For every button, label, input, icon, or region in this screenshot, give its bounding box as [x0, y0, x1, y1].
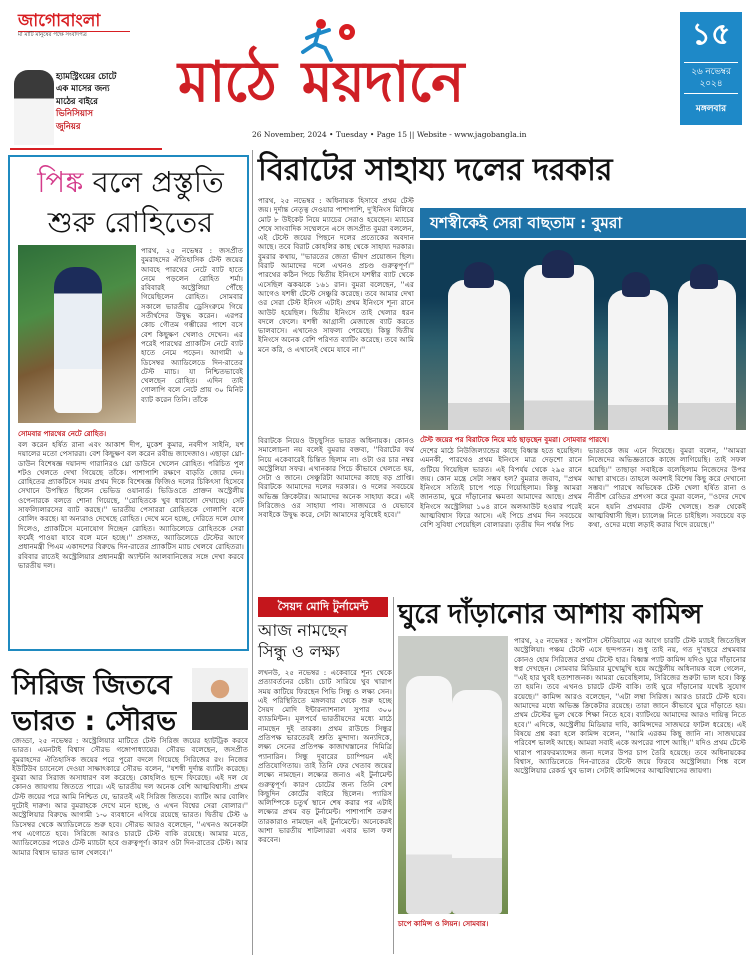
teaser-line-4: ভিনিসিয়াস [56, 108, 93, 119]
pink-headline-pink-word: পিঙ্ক [37, 165, 84, 199]
teaser-line-3: মাঠের বাইরে [56, 95, 98, 106]
teaser-divider [10, 148, 162, 150]
brand-name: জাগোবাংলা [18, 11, 101, 31]
sourav-ganguly-photo[interactable] [192, 668, 248, 730]
dateline: 26 November, 2024 • Tuesday • Page 15 || Website - www.jagobangla.in [252, 130, 527, 139]
smat-banner[interactable]: সৈয়দ মোদি টুর্নামেন্ট [258, 597, 388, 617]
cummins-lyon-photo[interactable] [398, 636, 508, 914]
team-photo-caption: টেস্ট জয়ের পর বিরাটকে নিয়ে মাঠ ছাড়ছেন বুমরা। সোমবার পারথে। [420, 436, 609, 444]
virat-story-column-4: ভারতকে জয় এনে দিয়েছে। বুমরা বলেন, ''আমরা নিজেদের অভিজ্ঞতাকে কাজে লাগিয়েছি। তাই সফল হয়েছি।'' তাছাড়া সবাইকে বলেছিলাম নিজেদের উপর আস্থা রাখতে। তাহলে অবশ্যই বিশেষ কিছু করে দেখানো সম্ভব।'' পারথে অভিষেক টেস্ট খেলা হর্ষিত রানা ও নীতীশ রেড্ডির প্রশংসা করে বুমরা বলেন, ''ওদের দেখে মনে হয়নি প্রথমবার টেস্ট খেলছে। শুরু থেকেই আত্মবিশ্বাসী ছিল। চ্যালেঞ্জ নিতে চাইছিল। সবচেয়ে বড় কথা, ওদের মধ্যে লড়াই করার খিদে রয়েছে।'' [588, 446, 746, 530]
column-divider [252, 150, 253, 955]
smat-story-headline[interactable] [258, 620, 392, 662]
pink-story-headline[interactable] [18, 162, 243, 242]
pink-story-body-side: পারথ, ২৫ নভেম্বর : জসপ্রীত বুমরাহদের ঐতিহাসিক টেস্ট জয়ের আবহে পারথের নেটে ব্যাট হাতে নেমে পড়লেন রোহিত শর্মা। রবিবারই অস্ট্রেলিয়া পৌঁছে গিয়েছিলেন রোহিত। সোমবার সকালে ভারতীয় ড্রেসিংরুমে গিয়ে সতীর্থদের উদ্বুদ্ধ করেন। এরপর কোচ গৌতম গম্ভীরের পাশে বসে বেশ কিছুক্ষণ খেলাও দেখেন। এর পরেই পারথের প্র্যাকটিস নেটে ব্যাট হাতে নেমে পড়েন। আগামী ৬ ডিসেম্বর অ্যাডিলেডে দিন-রাতের টেস্ট ম্যাচ। যা নিশ্চিতভাবেই খেলছেন রোহিত। এদিন তাই গোলাপি বলে নেটে প্রায় ৩০ মিনিট ব্যাট করেন তিনি। তাঁকে [141, 246, 243, 404]
cummins-story-body: পারথ, ২৫ নভেম্বর : অপটাস স্টেডিয়ামে এর আগে চারটি টেস্ট ম্যাচই জিতেছিল অস্ট্রেলিয়া। পঞ্চম টেস্টে এসে ছন্দপতন। শুধু তাই নয়, গত দু'বছরে প্রথমবার কোনও হোম সিরিজের প্রথম টেস্টে হার। বিধ্বস্ত প্যাট কামিন্স যদিও ঘুরে দাঁড়ানোর স্বপ্ন দেখছেন। সোমবার মিডিয়ার মুখোমুখি হয়ে অস্ট্রেলীয় অধিনায়ক বলে গেলেন, ''এই হার খুবই হতাশাজনক। আমরা ভেবেছিলাম, সিরিজের শুরুটা ভাল হবে। কিন্তু তা হয়নি। তবে এখনও চারটে টেস্ট বাকি। তাই ঘুরে দাঁড়ানোর যথেষ্ট সুযোগ রয়েছে।'' কামিন্স আরও বলেছেন, ''এটা লম্বা সিরিজ। আরও চারটে টেস্ট হবে। আমাদের মধ্যে অভিজ্ঞ ক্রিকেটার রয়েছে। তারা জানে কীভাবে ঘুরে দাঁড়াতে হয়। প্রথম টেস্টের ভুল থেকে শিক্ষা নিতে হবে। ব্যাটিংয়ে আমাদের আরও দায়িত্ব নিতে হবে।'' এদিকে, অস্ট্রেলীয় মিডিয়ার দাবি, কামিন্সদের সাজঘরে ফাটল ধরেছে। এই বিষয়ে প্রশ্ন করা হলে কামিন্স বলেন, ''আমি এরকম কিছু জানি না। সাজঘরের পরিবেশ ভালই আছে। আমরা সবাই একে অপরের পাশে আছি।'' যদিও প্রথম টেস্টে খারাপ পারফরম্যান্সের জন্য দলের উপর চাপ তৈরি হয়েছে। তবে অধিনায়কের বিশ্বাস, অ্যাডিলেডে দিন-রাতের টেস্টে জয়ে ফিরবে অস্ট্রেলিয়া। পিঙ্ক বলে অস্ট্রেলিয়ার রেকর্ড খুব ভাল। সেটাই কামিন্সদের আত্মবিশ্বাসের জায়গা। [514, 636, 746, 776]
rohit-practice-photo[interactable] [18, 245, 136, 423]
teaser-headline[interactable] [56, 70, 156, 132]
page-date: ২৬ নভেম্বর ২০২৪ [684, 62, 738, 94]
smat-story-body: লখনউ, ২৫ নভেম্বর : একেবারে শূন্য থেকে প্রত্যাবর্তনের চেষ্টা। চোট সারিয়ে খুব খারাপ সময় কাটিয়ে ফিরছেন পিভি সিন্ধু ও লক্ষ্য সেন। এই পরিস্থিতিতে মঙ্গলবার থেকে শুরু হচ্ছে সৈয়দ মোদি ইন্টারন্যাশনাল সুপার ৩০০ ব্যাডমিন্টন। মূলপর্বে ভারতীয়দের মধ্যে মাঠে নামছেন দুই তারকা। প্রথম রাউন্ডে সিন্ধুর প্রতিপক্ষ ভারতেরই শ্রুতি মুন্দাদা। অন্যদিকে, লক্ষ্য সেনের প্রতিপক্ষ কাজাখস্তানের দিমিত্রি প্যানারিন। সিন্ধু দুবারের চ্যাম্পিয়ন এই প্রতিযোগিতায়। তাই তিনি ফের খেতাব জয়ের লক্ষ্যে নামছেন। লক্ষ্যের জন্যও এই টুর্নামেন্ট গুরুত্বপূর্ণ। কারণ চোটের জন্য তিনি বেশ কিছুদিন কোর্টের বাইরে ছিলেন। প্যারিস অলিম্পিকে চতুর্থ স্থানে শেষ করার পর এটাই লক্ষ্যের প্রথম বড় টুর্নামেন্ট। পাশাপাশি তরুণ তারকারাও নামছেন এই টুর্নামেন্টে। অনেকেরই আশা ভারতীয় শাটলাররা এবার ভাল ফল করবেন। [258, 668, 392, 845]
series-story-body: জেড্ডা, ২৫ নভেম্বর : অস্ট্রেলিয়ার মাটিতে টেস্ট সিরিজ জয়ের হ্যাটট্রিক করবে ভারত। এমনটাই বিশ্বাস সৌরভ গঙ্গোপাধ্যায়ের। সৌরভ বলেছেন, জসপ্রীত বুমরাহদের ঐতিহাসিক জয়ের পরে পুরো বদলে গিয়েছে সিরিজের রং। নিজের ইউটিউব চ্যানেলে দেওয়া সাক্ষাৎকারে সৌরভ বলেন, ''যশস্বী দুর্দান্ত ব্যাটিং করেছে। বুমরা আর সিরাজ অসাধারণ বল করেছে। কোহলিও ছন্দে ফিরেছে। এই দল যে কোনও জায়গায় জিততে পারে। এই ভারতীয় দল অনেক বেশি আত্মবিশ্বাসী। প্রথম টেস্ট জয়ের পরে আমি নিশ্চিত যে, ভারতই এই সিরিজ জিতবে। ব্যাটিং আর বোলিং দুটোই দারুণ। আর বুমরাহকে দেখে মনে হচ্ছে, ও এখন বিশ্বের সেরা বোলার।'' অস্ট্রেলিয়ার বিরুদ্ধে আগামী ১-০ ব্যবধানে এগিয়ে রয়েছে ভারত। দ্বিতীয় টেস্ট ৬ ডিসেম্বর থেকে অ্যাডিলেডে শুরু হবে। সৌরভ আরও বলেছেন, ''এখনও অনেকটা পথ এগোতে হবে। সিরিজে আরও চারটে টেস্ট বাকি রয়েছে। আমার মতে, অ্যাডিলেডের পরেও টেস্ট ম্যাচটা হবে গুরুত্বপূর্ণ। কারণ ওটা দিন-রাতের টেস্ট। আর আমার বিশ্বাস ভারত ভাল খেলবে।'' [12, 736, 248, 857]
smat-headline-line-1: আজ নামছেন [258, 621, 348, 640]
teaser-line-5: জুনিয়র [56, 120, 81, 131]
yashasvi-subheadline-bar[interactable]: যশস্বীকেই সেরা বাছতাম : বুমরা [420, 208, 746, 238]
rohit-photo-caption: সোমবার পারথের নেটে রোহিত। [18, 430, 107, 438]
bumrah-virat-team-photo[interactable] [420, 240, 746, 430]
virat-story-column-1: পারথ, ২৫ নভেম্বর : অধিনায়ক হিসাবে প্রথম টেস্ট জয়। দুর্দান্ত নেতৃত্ব দেওয়ার পাশাপাশি, দু'ইনিংস মিলিয়ে মোট ৮ উইকেট নিয়ে ম্যাচের সেরাও হয়েছেন। ম্যাচের শেষে সাংবাদিক সম্মেলনে এসে জসপ্রীত বুমরা বললেন, এই টেস্টে জয়ের পিছনে দলের প্রত্যেকের অবদান আছে। তবে বিরাট কোহলির কাছ থেকে সাহায্য দরকার। বুমরার কথায়, ''ভারতের জেতা ভীষণ প্রয়োজন ছিল। বিরাট আমাদের দলে এখনও প্রচণ্ড গুরুত্বপূর্ণ।'' পারথের কঠিন পিচে দ্বিতীয় ইনিংসে যশস্বীর ব্যাট থেকে এসেছিল ঝকঝকে ১৬১ রান। বুমরা বলেছেন, ''এর আগেও যশস্বী টেস্টে সেঞ্চুরি করেছে। তবে আমার দেখা ওর সেরা টেস্ট ইনিংস এটাই। প্রথম ইনিংসে শূন্য রানে আউট হয়েছিল। দ্বিতীয় ইনিংসে তাই খেলার ধরন বদলে ফেলে। যশস্বী আগ্রাসী মেজাজে ব্যাট করতে ভালবাসে। এখানেও সাফল্য পেয়েছে। কিন্তু দ্বিতীয় ইনিংসে অনেক বেশি পরিণত ব্যাটিং করেছে। তবে আমি মনে করি, ও এখানেই থেমে যাবে না।'' [258, 196, 414, 354]
series-headline-line-2: ভারত : সৌরভ [12, 706, 177, 737]
virat-story-column-3: দেশের মাঠে নিউজিল্যান্ডের কাছে বিধ্বস্ত হতে হয়েছিল। এমনকী, পারথেও প্রথম ইনিংসে মাত্র দেড়শো রানে গুটিয়ে গিয়েছিল ভারত। এই বিপর্যয় থেকে ২৯৫ রানে জয়। কোন মন্ত্রে সেটা সম্ভব হল? বুমরার জবাব, ''প্রথম ইনিংসে সত্যিই চাপে পড়ে গিয়েছিলাম। কিন্তু আমরা জানতাম, ঘুরে দাঁড়ানোর ক্ষমতা আমাদের আছে। প্রথম ইনিংসে অস্ট্রেলিয়া ১০৪ রানে অলআউট হওয়ার পরেই আত্মবিশ্বাস ফিরে আসে। এই পিচে প্রথম দিন সবচেয়ে বেশি সুবিধা পেয়েছিল বোলাররা। তৃতীয় দিন পর্যন্ত পিচ [420, 446, 582, 530]
teaser-line-1: হ্যামস্ট্রিংয়ের চোটে [56, 71, 117, 81]
page-day: মঙ্গলবার [695, 104, 727, 114]
page-number: ১৫ [691, 17, 731, 52]
pink-headline-line-2: শুরু রোহিতের [47, 205, 214, 239]
masthead-title[interactable] [178, 50, 678, 118]
series-headline-line-1: সিরিজ জিতবে [12, 670, 172, 701]
teaser-player-photo[interactable] [14, 70, 54, 145]
virat-story-headline[interactable]: বিরাটের সাহায্য দলের দরকার [258, 152, 612, 188]
cummins-story-headline[interactable]: ঘুরে দাঁড়ানোর আশায় কামিন্স [398, 599, 702, 630]
teaser-line-2: এক মাসের জন্য [56, 83, 110, 94]
pink-story-body-main: বল করেন হর্ষিত রানা এবং আকাশ দীপ, মুকেশ কুমার, নবদীপ সাইনি, যশ দয়ালের মতো পেসাররা। বেশ কিছুক্ষণ বল করেন রবীন্দ্র জাদেজাও। এছাড়া থ্রো-ডাউন বিশেষজ্ঞ দয়ানন্দ গারানিরও থ্রো ডাউনে খেলেন রোহিত। পরিচিত পুল শটও খেলতে দেখা গিয়েছে তাঁকে। পাশাপাশি রক্ষণে বাড়তি জোর দেন। রোহিতের প্র্যাকটিসে সময় প্রথম দিকে বিশেষজ্ঞ ফিজিও দলের চিকিৎসা হিসেবে সেখানে উপস্থিত ছিলেন ভেভিড ওয়ানার্ড। ভিডিওতে প্রাক্তন অস্ট্রেলীয় ওপেনারকে বলতে শোনা গিয়েছে, ''রোহিতকে খুব ধারালো দেখাচ্ছে। সেট সাফল্যিলারসের ব্যাট করছে।'' ভারতীয় পেসাররা রোহিতকে গোলাপি বলে বোলিং করছে। যা অন্যরাও দেখেছে রোহিত। দেখে মনে হচ্ছে, দেরিতে দলে যোগ দিলেও, প্র্যাকটিসে মনোযোগ দিচ্ছেন রোহিত। অ্যাডিলেডে রোহিতকে সেরা ফর্মেই পাওয়া যাবে বলে মনে হচ্ছে।'' প্রসঙ্গত, অ্যাডিলেডে টেস্টের আগে প্রধানমন্ত্রী পিএম একাদশের বিরুদ্ধে দিন-রাতের প্র্যাকটিস ম্যাচ খেলবে রোহিতরা। রবিবার রাতেই অস্ট্রেলিয়ার প্রধানমন্ত্রী অ্যান্টনি আলবানিজের সঙ্গে দেখা করবে ভারতীয় দল। [18, 440, 244, 570]
page-number-box [680, 12, 742, 125]
masthead-title-word-1: মাঠে [178, 50, 276, 115]
smat-headline-line-2: সিন্ধু ও লক্ষ্য [258, 642, 340, 661]
virat-story-column-2: বিরাটকে নিয়েও উচ্ছ্বসিত ভারত অধিনায়ক। কোনও সমালোচনা নয় বলেই বুমরার বক্তব্য, ''বিরাটের ফর্ম নিয়ে একেবারেই চিন্তিত ছিলাম না। ওটা ওর চার নম্বর অস্ট্রেলিয়া সফর। এখানকার পিচে কীভাবে খেলতে হয়, সেটা ও জানে। সেঞ্চুরিটা আমাদের কাছে বড় প্রাপ্তি। বিরাটকে আমাদের দলের দরকার। ও দলের সবচেয়ে অভিজ্ঞ ক্রিকেটার। আমাদের অনেক সাহায্য করে। এই সিরিজেও ওর সাহায্য পাব। সাজঘরে ও যেভাবে সবাইকে উদ্বুদ্ধ করে, সেটা আমাদের সুবিধেই হবে।'' [258, 436, 414, 520]
column-divider [393, 597, 394, 954]
pink-headline-rest: বলে প্রস্তুতি [83, 165, 224, 199]
masthead-title-word-2: ময়দানে [301, 50, 464, 115]
series-story-headline[interactable] [12, 668, 180, 740]
cummins-photo-caption: চাপে কামিন্স ও লিয়ন। সোমবার। [398, 920, 489, 928]
brand-tagline: মা মাটি মানুষের পক্ষে সংবাদপত্র [18, 31, 130, 40]
brand-logo[interactable] [18, 12, 130, 38]
